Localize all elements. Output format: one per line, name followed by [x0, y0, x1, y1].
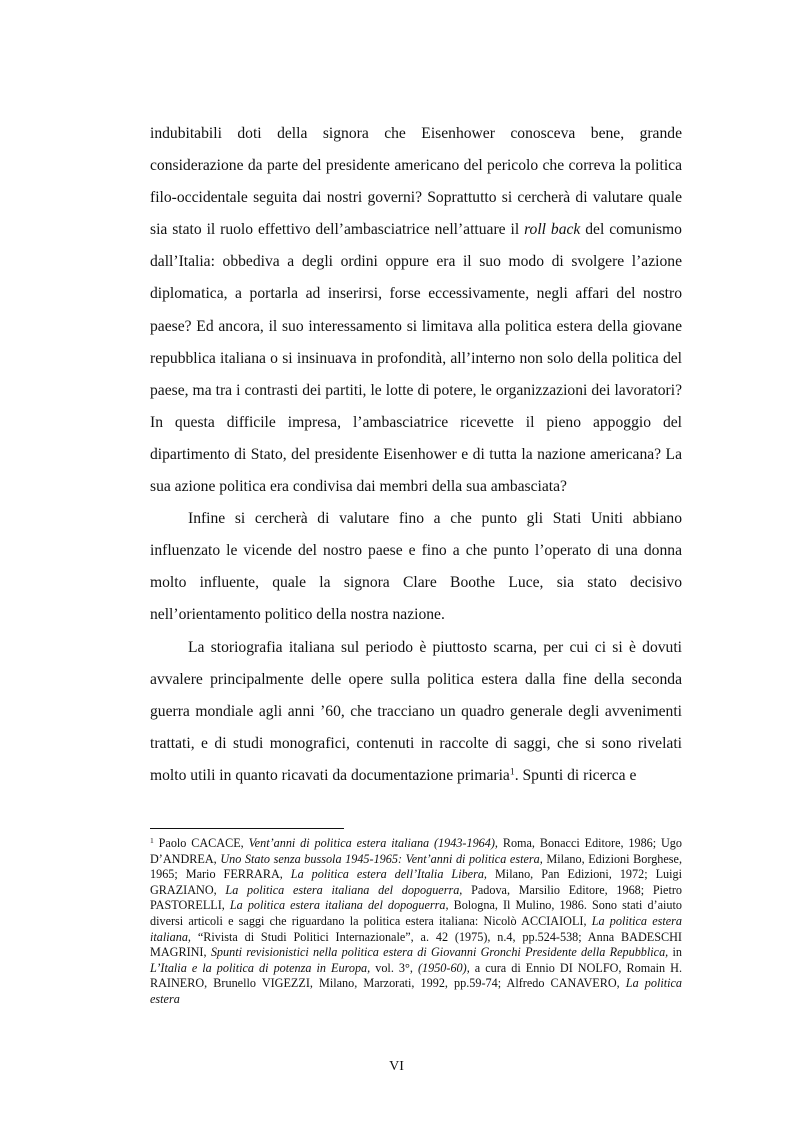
- text-run: Paolo CACACE,: [153, 836, 249, 850]
- italic-text: Uno Stato senza bussola 1945-1965: Vent’anni di politica estera,: [220, 851, 543, 866]
- italic-text: roll back: [524, 221, 581, 239]
- text-run: Bologna, Il Mulino, 1986. Sono stati d’aiuto diversi articoli e saggi che riguardano la politica estera italiana: Nicolò ACCIAIOLI,: [150, 898, 682, 928]
- text-run: del comunismo dall’Italia: obbediva a degli ordini oppure era il suo modo di svolgere l’azione diplomatica, a portarla ad inserirsi, forse eccessivamente, negli affari del nostro paese? Ed ancora, il suo interessamento si limitava alla politica estera della giovane repubblica italiana o si insinuava in profondità, all’interno non solo della politica del paese, ma tra i contrasti dei partiti, le lotte di potere, le organizzazioni dei lavoratori? In questa difficile impresa, l’ambasciatrice ricevette il pieno appoggio del dipartimento di Stato, del presidente Eisenhower e di tutta la nazione americana? La sua azione politica era condivisa dai membri della sua ambasciata?: [150, 221, 682, 496]
- footnotes: [150, 836, 682, 1008]
- text-run: vol. 3°,: [370, 960, 418, 975]
- italic-text: La politica estera italiana,: [150, 913, 682, 944]
- footnote-separator: [150, 828, 344, 829]
- italic-text: La politica estera italiana del dopoguerra,: [229, 898, 449, 913]
- italic-text: L’Italia e la politica di potenza in Europa,: [150, 960, 371, 975]
- text-run: “Rivista di Studi Politici Internazionale”, a. 42 (1975), n.4, pp.524-538; Anna BADESCHI MAGRINI,: [150, 929, 682, 960]
- italic-text: Spunti revisionistici nella politica estera di Giovanni Gronchi Presidente della Repubblica,: [210, 945, 669, 960]
- paragraph-2: [150, 503, 682, 631]
- text-run: Roma, Bonacci Editore, 1986; Ugo D’ANDREA,: [150, 836, 682, 866]
- italic-text: Vent’anni di politica estera italiana (1943-1964),: [248, 836, 498, 850]
- paragraph-1: [150, 118, 682, 503]
- text-run: Milano, Pan Edizioni, 1972; Luigi GRAZIANO,: [150, 867, 682, 897]
- footnote-1: [150, 836, 682, 1008]
- text-run: Infine si cercherà di valutare fino a che punto gli Stati Uniti abbiano influenzato le vicende del nostro paese e fino a che punto l’operato di una donna molto influente, quale la signora Clare Boothe Luce, sia stato decisivo nell’orientamento politico della nostra nazione.: [150, 510, 682, 624]
- text-run: in: [668, 945, 682, 960]
- italic-text: La politica estera dell’Italia Libera,: [290, 867, 487, 882]
- text-run: . Spunti di ricerca e: [514, 766, 637, 784]
- text-run: Padova, Marsilio Editore, 1968; Pietro PASTORELLI,: [150, 882, 682, 913]
- footnote-ref: 1: [150, 835, 154, 845]
- text-run: indubitabili doti della signora che Eisenhower conosceva bene, grande considerazione da parte del presidente americano del pericolo che correva la politica filo-occidentale seguita dai nostri governi? Soprattutto si cercherà di valutare quale sia stato il ruolo effettivo dell’ambasciatrice nell’attuare il: [150, 125, 682, 239]
- main-text: [150, 118, 682, 792]
- italic-text: La politica estera: [150, 976, 682, 1006]
- footnote-ref: 1: [509, 766, 515, 778]
- text-run: La storiografia italiana sul periodo è piuttosto scarna, per cui ci si è dovuti avvalere principalmente delle opere sulla politica estera dalla fine della seconda guerra mondiale agli anni ’60, che tracciano un quadro generale degli avvenimenti trattati, e di studi monografici, contenuti in raccolte di saggi, che si sono rivelati molto utili in quanto ricavati da documentazione primaria: [150, 638, 682, 784]
- page-number: VI: [389, 1059, 404, 1074]
- text-run: Milano, Edizioni Borghese, 1965; Mario FERRARA,: [150, 851, 683, 882]
- italic-text: (1950-60),: [417, 960, 470, 975]
- paragraph-3: [150, 632, 682, 792]
- italic-text: La politica estera italiana del dopoguerra,: [225, 882, 463, 897]
- text-run: a cura di Ennio DI NOLFO, Romain H. RAINERO, Brunello VIGEZZI, Milano, Marzorati, 1992, pp.59-74; Alfredo CANAVERO,: [150, 960, 682, 991]
